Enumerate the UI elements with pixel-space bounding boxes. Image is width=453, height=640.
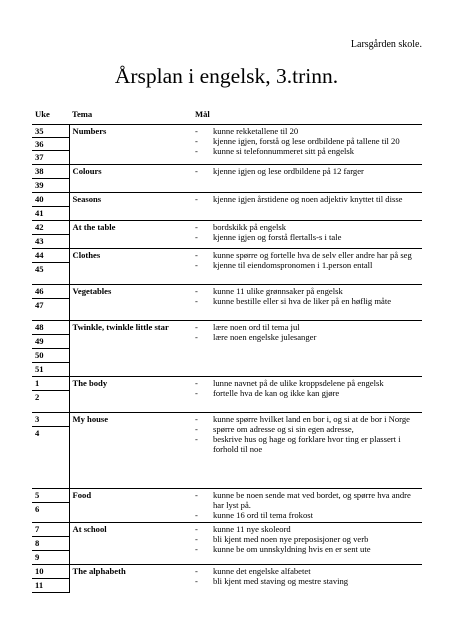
goals-list <box>195 414 420 454</box>
goal-item: - kunne 11 nye skoleord <box>195 524 420 534</box>
theme-cell: Food <box>69 489 192 523</box>
goals-cell <box>192 321 422 377</box>
week-number: 49 <box>32 335 69 349</box>
goal-item: - kunne be noen sende mat ved bordet, og spørre hva andre har lyst på. <box>195 490 420 510</box>
year-plan-table <box>32 107 422 593</box>
goal-item: - kunne si telefonnummeret sitt på engelsk <box>195 146 420 156</box>
week-number: 36 <box>32 138 69 151</box>
week-number: 7 <box>32 523 69 537</box>
theme-cell: My house <box>69 413 192 489</box>
goal-item: - lunne navnet på de ulike kroppsdelene på engelsk <box>195 378 420 388</box>
theme-cell: At school <box>69 523 192 565</box>
goals-cell <box>192 413 422 489</box>
theme-cell: Seasons <box>69 193 192 221</box>
week-number: 8 <box>32 537 69 551</box>
goals-list <box>195 490 420 520</box>
goals-list <box>195 322 420 342</box>
week-number: 1 <box>32 377 69 391</box>
goal-item: - kunne spørre hvilket land en bor i, og si at de bor i Norge <box>195 414 420 424</box>
goal-item: - bli kjent med noen nye preposisjoner og verb <box>195 534 420 544</box>
goal-item: - bordskikk på engelsk <box>195 222 420 232</box>
goals-cell <box>192 125 422 165</box>
goal-item: - kjenne til eiendomspronomen i 1.person entall <box>195 260 420 270</box>
week-number: 35 <box>32 125 69 138</box>
week-number: 44 <box>32 249 69 263</box>
goal-item: - lære noen engelske julesanger <box>195 332 420 342</box>
goals-cell <box>192 249 422 285</box>
goals-list <box>195 166 420 176</box>
goals-list <box>195 524 420 554</box>
goal-item: - kunne bestille eller si hva de liker på en høflig måte <box>195 296 420 306</box>
goals-cell <box>192 377 422 413</box>
theme-cell: Twinkle, twinkle little star <box>69 321 192 377</box>
theme-cell: Vegetables <box>69 285 192 321</box>
table-body <box>32 125 422 593</box>
goal-item: - kunne spørre og fortelle hva de selv eller andre har på seg <box>195 250 420 260</box>
goal-item: - kunne rekketallene til 20 <box>195 126 420 136</box>
column-header-goals: Mål <box>192 107 422 125</box>
week-number: 45 <box>32 263 69 285</box>
week-number: 6 <box>32 503 69 523</box>
table-row <box>32 523 422 537</box>
week-number: 3 <box>32 413 69 427</box>
goal-item: - kunne det engelske alfabetet <box>195 566 420 576</box>
goals-list <box>195 566 420 586</box>
theme-cell: At the table <box>69 221 192 249</box>
week-number: 37 <box>32 151 69 165</box>
goals-list <box>195 378 420 398</box>
theme-cell: Clothes <box>69 249 192 285</box>
goal-item: - lære noen ord til tema jul <box>195 322 420 332</box>
goals-list <box>195 250 420 270</box>
theme-cell: Colours <box>69 165 192 193</box>
goals-cell <box>192 565 422 593</box>
goals-list <box>195 286 420 306</box>
goals-cell <box>192 193 422 221</box>
goals-cell <box>192 165 422 193</box>
column-header-theme: Tema <box>69 107 192 125</box>
theme-cell: The alphabeth <box>69 565 192 593</box>
week-number: 46 <box>32 285 69 299</box>
goal-item: - kjenne igjen årstidene og noen adjektiv knyttet til disse <box>195 194 420 204</box>
theme-cell: Numbers <box>69 125 192 165</box>
week-number: 43 <box>32 235 69 249</box>
week-number: 47 <box>32 299 69 321</box>
table-row <box>32 249 422 263</box>
page-title: Årsplan i engelsk, 3.trinn. <box>114 64 339 88</box>
table-row <box>32 377 422 391</box>
goals-cell <box>192 523 422 565</box>
goal-item: - beskrive hus og hage og forklare hvor ting er plassert i forhold til noe <box>195 434 420 454</box>
week-number: 40 <box>32 193 69 207</box>
table-row <box>32 165 422 179</box>
week-number: 39 <box>32 179 69 193</box>
table-row <box>32 321 422 335</box>
school-name: Larsgården skole. <box>350 39 422 50</box>
goals-list <box>195 126 420 156</box>
goals-cell <box>192 285 422 321</box>
goals-cell <box>192 221 422 249</box>
table-row <box>32 413 422 427</box>
week-number: 10 <box>32 565 69 579</box>
goal-item: - kjenne igjen og lese ordbildene på 12 farger <box>195 166 420 176</box>
table-row <box>32 221 422 235</box>
table-header-row <box>32 107 422 125</box>
column-header-week: Uke <box>32 107 69 125</box>
table-row <box>32 285 422 299</box>
week-number: 48 <box>32 321 69 335</box>
week-number: 4 <box>32 427 69 489</box>
goal-item: - kunne 11 ulike grønnsaker på engelsk <box>195 286 420 296</box>
week-number: 41 <box>32 207 69 221</box>
week-number: 42 <box>32 221 69 235</box>
week-number: 51 <box>32 363 69 377</box>
table-row <box>32 489 422 503</box>
goal-item: - kjenne igjen og forstå flertalls-s i tale <box>195 232 420 242</box>
goal-item: - fortelle hva de kan og ikke kan gjøre <box>195 388 420 398</box>
goal-item: - kjenne igjen, forstå og lese ordbildene på tallene til 20 <box>195 136 420 146</box>
theme-cell: The body <box>69 377 192 413</box>
week-number: 5 <box>32 489 69 503</box>
week-number: 9 <box>32 551 69 565</box>
week-number: 11 <box>32 579 69 593</box>
week-number: 2 <box>32 391 69 413</box>
goal-item: - kunne be om unnskyldning hvis en er sent ute <box>195 544 420 554</box>
goals-cell <box>192 489 422 523</box>
goals-list <box>195 222 420 242</box>
table-row <box>32 193 422 207</box>
goal-item: - kunne 16 ord til tema frokost <box>195 510 420 520</box>
table-row <box>32 565 422 579</box>
goal-item: - spørre om adresse og si sin egen adresse, <box>195 424 420 434</box>
week-number: 50 <box>32 349 69 363</box>
table-row <box>32 125 422 138</box>
week-number: 38 <box>32 165 69 179</box>
goal-item: - bli kjent med staving og mestre staving <box>195 576 420 586</box>
goals-list <box>195 194 420 204</box>
